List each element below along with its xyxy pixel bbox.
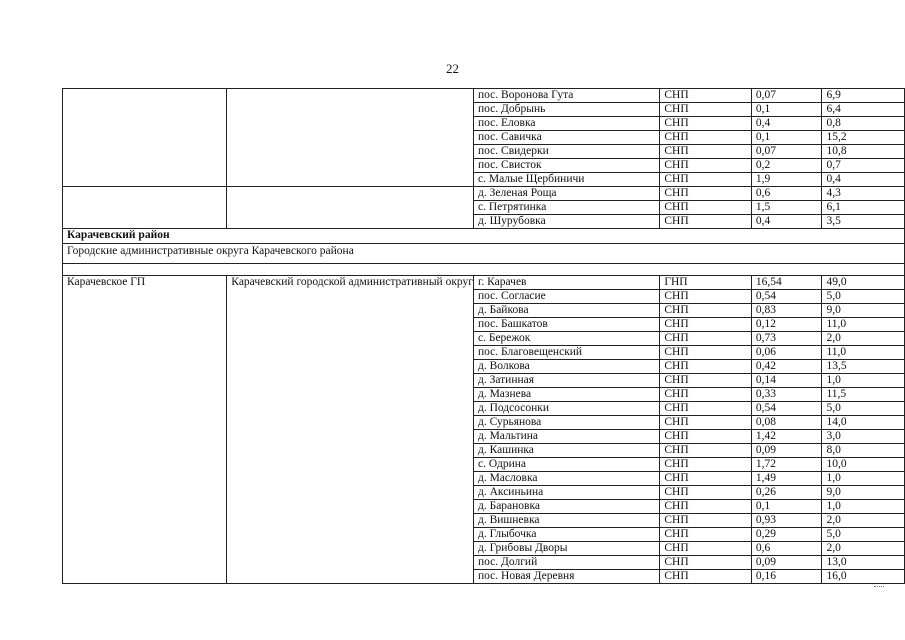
settlement-type-cell: СНП	[660, 388, 751, 402]
settlement-distance-cell: 0,8	[822, 117, 905, 131]
settlement-area-cell: 0,83	[751, 304, 822, 318]
settlement-name-cell: с. Бережок	[473, 332, 659, 346]
settlement-name-cell: пос. Согласие	[473, 290, 659, 304]
district-row	[63, 229, 905, 244]
settlement-distance-cell: 5,0	[822, 528, 905, 542]
settlement-type-cell: СНП	[660, 556, 751, 570]
settlement-type-cell: СНП	[660, 290, 751, 304]
settlement-area-cell: 1,49	[751, 472, 822, 486]
okrug-cell: Карачевский городской административный округ	[227, 276, 474, 584]
settlement-type-cell: СНП	[660, 528, 751, 542]
settlement-area-cell: 0,06	[751, 346, 822, 360]
settlement-area-cell: 0,4	[751, 215, 822, 229]
settlement-area-cell: 0,6	[751, 542, 822, 556]
spacer-cell	[63, 264, 905, 276]
settlement-type-cell: СНП	[660, 201, 751, 215]
settlement-area-cell: 0,09	[751, 444, 822, 458]
settlement-type-cell: СНП	[660, 332, 751, 346]
settlement-name-cell: д. Барановка	[473, 500, 659, 514]
settlement-distance-cell: 13,5	[822, 360, 905, 374]
settlement-type-cell: ГНП	[660, 276, 751, 290]
settlement-unit-cell: Карачевское ГП	[63, 276, 227, 584]
settlement-distance-cell: 5,0	[822, 402, 905, 416]
settlement-area-cell: 0,14	[751, 374, 822, 388]
settlements-table	[62, 88, 905, 584]
settlement-distance-cell: 1,0	[822, 472, 905, 486]
settlement-name-cell: д. Глыбочка	[473, 528, 659, 542]
settlement-name-cell: пос. Воронова Гута	[473, 89, 659, 103]
settlement-distance-cell: 5,0	[822, 290, 905, 304]
settlement-name-cell: д. Мазнева	[473, 388, 659, 402]
settlement-type-cell: СНП	[660, 374, 751, 388]
settlement-name-cell: д. Кашинка	[473, 444, 659, 458]
settlement-area-cell: 0,26	[751, 486, 822, 500]
settlement-name-cell: д. Зеленая Роща	[473, 187, 659, 201]
settlement-type-cell: СНП	[660, 346, 751, 360]
settlement-distance-cell: 6,4	[822, 103, 905, 117]
blank-okrug-cell	[227, 187, 474, 229]
settlement-distance-cell: 3,0	[822, 430, 905, 444]
spacer-row	[63, 264, 905, 276]
settlement-name-cell: пос. Новая Деревня	[473, 570, 659, 584]
table-row	[63, 89, 905, 103]
settlement-area-cell: 0,16	[751, 570, 822, 584]
settlement-distance-cell: 0,7	[822, 159, 905, 173]
settlement-name-cell: д. Масловка	[473, 472, 659, 486]
settlement-type-cell: СНП	[660, 131, 751, 145]
settlement-name-cell: д. Волкова	[473, 360, 659, 374]
settlement-type-cell: СНП	[660, 542, 751, 556]
settlement-type-cell: СНП	[660, 570, 751, 584]
settlement-area-cell: 0,4	[751, 117, 822, 131]
settlement-area-cell: 0,29	[751, 528, 822, 542]
settlement-distance-cell: 11,0	[822, 346, 905, 360]
page-number: 22	[446, 61, 459, 76]
settlement-type-cell: СНП	[660, 103, 751, 117]
blank-okrug-cell	[227, 89, 474, 187]
settlement-area-cell: 1,5	[751, 201, 822, 215]
settlement-area-cell: 0,2	[751, 159, 822, 173]
settlement-name-cell: д. Мальтина	[473, 430, 659, 444]
settlement-type-cell: СНП	[660, 402, 751, 416]
settlement-distance-cell: 4,3	[822, 187, 905, 201]
settlement-area-cell: 0,6	[751, 187, 822, 201]
settlement-distance-cell: 9,0	[822, 486, 905, 500]
blank-settlement-cell	[63, 89, 227, 187]
settlement-name-cell: г. Карачев	[473, 276, 659, 290]
settlement-area-cell: 0,1	[751, 103, 822, 117]
settlement-type-cell: СНП	[660, 145, 751, 159]
settlement-name-cell: пос. Савичка	[473, 131, 659, 145]
margin-mark	[874, 586, 884, 588]
settlement-distance-cell: 11,0	[822, 318, 905, 332]
blank-settlement-cell	[63, 187, 227, 229]
settlement-distance-cell: 16,0	[822, 570, 905, 584]
settlement-type-cell: СНП	[660, 500, 751, 514]
settlement-name-cell: пос. Свидерки	[473, 145, 659, 159]
settlement-type-cell: СНП	[660, 117, 751, 131]
settlement-distance-cell: 3,5	[822, 215, 905, 229]
settlement-area-cell: 0,93	[751, 514, 822, 528]
settlement-name-cell: пос. Свисток	[473, 159, 659, 173]
settlement-name-cell: пос. Еловка	[473, 117, 659, 131]
settlement-distance-cell: 49,0	[822, 276, 905, 290]
settlement-area-cell: 0,33	[751, 388, 822, 402]
settlement-type-cell: СНП	[660, 173, 751, 187]
settlement-type-cell: СНП	[660, 514, 751, 528]
settlement-area-cell: 1,42	[751, 430, 822, 444]
settlement-type-cell: СНП	[660, 444, 751, 458]
settlement-name-cell: с. Одрина	[473, 458, 659, 472]
settlement-area-cell: 0,73	[751, 332, 822, 346]
settlement-name-cell: пос. Благовещенский	[473, 346, 659, 360]
settlement-distance-cell: 6,9	[822, 89, 905, 103]
settlement-distance-cell: 2,0	[822, 542, 905, 556]
settlement-distance-cell: 13,0	[822, 556, 905, 570]
settlement-distance-cell: 1,0	[822, 374, 905, 388]
settlement-type-cell: СНП	[660, 159, 751, 173]
district-subtitle: Городские административные округа Карачевского района	[63, 244, 905, 264]
settlement-type-cell: СНП	[660, 215, 751, 229]
table-row	[63, 276, 905, 290]
settlement-distance-cell: 15,2	[822, 131, 905, 145]
district-subtitle-row	[63, 244, 905, 264]
settlement-area-cell: 0,12	[751, 318, 822, 332]
settlement-area-cell: 0,1	[751, 500, 822, 514]
settlement-name-cell: д. Вишневка	[473, 514, 659, 528]
settlement-type-cell: СНП	[660, 89, 751, 103]
settlement-type-cell: СНП	[660, 430, 751, 444]
settlement-area-cell: 1,9	[751, 173, 822, 187]
settlement-distance-cell: 0,4	[822, 173, 905, 187]
settlement-name-cell: пос. Башкатов	[473, 318, 659, 332]
settlement-name-cell: д. Аксиньина	[473, 486, 659, 500]
settlement-name-cell: пос. Добрынь	[473, 103, 659, 117]
settlement-name-cell: с. Петрятинка	[473, 201, 659, 215]
settlement-area-cell: 0,07	[751, 89, 822, 103]
settlement-area-cell: 1,72	[751, 458, 822, 472]
settlement-name-cell: д. Подсосонки	[473, 402, 659, 416]
settlement-area-cell: 0,08	[751, 416, 822, 430]
settlement-area-cell: 16,54	[751, 276, 822, 290]
settlement-name-cell: д. Грибовы Дворы	[473, 542, 659, 556]
settlement-distance-cell: 10,0	[822, 458, 905, 472]
settlement-distance-cell: 2,0	[822, 514, 905, 528]
settlement-name-cell: с. Малые Щербиничи	[473, 173, 659, 187]
settlement-distance-cell: 11,5	[822, 388, 905, 402]
settlement-name-cell: д. Шурубовка	[473, 215, 659, 229]
settlement-area-cell: 0,42	[751, 360, 822, 374]
settlement-type-cell: СНП	[660, 318, 751, 332]
settlement-distance-cell: 1,0	[822, 500, 905, 514]
settlement-area-cell: 0,1	[751, 131, 822, 145]
settlement-type-cell: СНП	[660, 416, 751, 430]
table-row	[63, 187, 905, 201]
settlement-distance-cell: 2,0	[822, 332, 905, 346]
settlement-area-cell: 0,54	[751, 402, 822, 416]
settlement-distance-cell: 6,1	[822, 201, 905, 215]
district-title: Карачевский район	[63, 229, 905, 244]
settlement-type-cell: СНП	[660, 187, 751, 201]
settlement-name-cell: д. Сурьянова	[473, 416, 659, 430]
settlement-name-cell: д. Байкова	[473, 304, 659, 318]
settlement-distance-cell: 8,0	[822, 444, 905, 458]
settlement-distance-cell: 10,8	[822, 145, 905, 159]
settlement-type-cell: СНП	[660, 360, 751, 374]
settlement-area-cell: 0,54	[751, 290, 822, 304]
settlement-area-cell: 0,07	[751, 145, 822, 159]
settlement-type-cell: СНП	[660, 472, 751, 486]
settlement-type-cell: СНП	[660, 304, 751, 318]
settlement-name-cell: д. Затинная	[473, 374, 659, 388]
settlement-distance-cell: 9,0	[822, 304, 905, 318]
settlement-name-cell: пос. Долгий	[473, 556, 659, 570]
settlement-area-cell: 0,09	[751, 556, 822, 570]
settlement-type-cell: СНП	[660, 486, 751, 500]
settlement-distance-cell: 14,0	[822, 416, 905, 430]
settlement-type-cell: СНП	[660, 458, 751, 472]
